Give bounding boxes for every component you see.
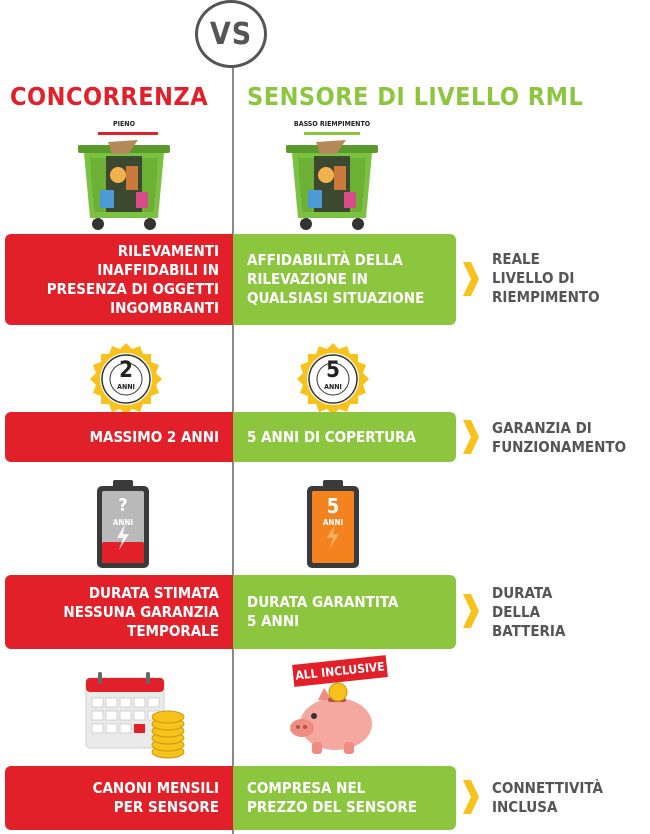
left-battery-unit: ANNI [112,518,134,527]
row1-rml-cell [233,234,456,325]
chevron-right-icon [463,594,479,628]
five-year-warranty-seal-icon [297,343,369,415]
row4-rml-cell [233,766,456,830]
two-year-warranty-seal-icon [90,343,162,415]
right-battery-symbol: 5 [326,494,340,518]
five-year-battery-icon [307,480,359,568]
row1-competitor-text: RILEVAMENTI INAFFIDABILI IN PRESENZA DI OGGETTI INGOMBRANTI [46,241,219,317]
row1-competitor-cell [5,234,233,325]
row2-competitor-text: MASSIMO 2 ANNI [89,427,219,446]
left-seal-number: 2 [119,358,133,383]
row1-feature-label: REALE LIVELLO DI RIEMPIMENTO [492,250,600,306]
row2-competitor-cell [5,412,233,462]
right-seal-number: 5 [326,358,340,383]
low-fill-bin-illustration [286,120,378,232]
left-battery-symbol: ? [118,495,128,516]
row2-rml-cell [233,412,456,462]
right-battery-unit: ANNI [322,518,344,527]
left-title: CONCORRENZA [10,82,209,111]
full-bin-caption: PIENO [113,120,135,128]
row3-rml-text: DURATA GARANTITA 5 ANNI [247,593,399,630]
row4-competitor-cell [5,766,233,830]
row3-feature-label: DURATA DELLA BATTERIA [492,584,566,640]
vs-badge: VS [195,0,267,68]
row4-competitor-text: CANONI MENSILI PER SENSORE [92,779,219,816]
calendar-coins-icon [84,670,188,760]
row3-rml-cell [233,575,456,649]
chevron-right-icon [463,420,479,454]
right-title: SENSORE DI LIVELLO RML [247,82,584,111]
row1-rml-text: AFFIDABILITÀ DELLA RILEVAZIONE IN QUALSIASI SITUAZIONE [247,251,425,307]
row4-feature-label: CONNETTIVITÀ INCLUSA [492,779,603,816]
row3-competitor-text: DURATA STIMATA NESSUNA GARANZIA TEMPORALE [63,583,219,640]
chevron-right-icon [463,262,479,296]
row2-rml-text: 5 ANNI DI COPERTURA [247,427,416,446]
left-seal-unit: ANNI [117,383,135,391]
unknown-battery-icon [97,480,149,568]
low-fill-bin-caption: BASSO RIEMPIMENTO [293,120,371,128]
row2-feature-label: GARANZIA DI FUNZIONAMENTO [492,419,627,456]
chevron-right-icon [463,780,479,814]
full-bin-illustration [78,120,170,232]
row3-competitor-cell [5,575,233,649]
right-seal-unit: ANNI [324,383,342,391]
row4-rml-text: COMPRESA NEL PREZZO DEL SENSORE [247,779,417,816]
all-inclusive-badge: ALL INCLUSIVE [292,655,388,687]
